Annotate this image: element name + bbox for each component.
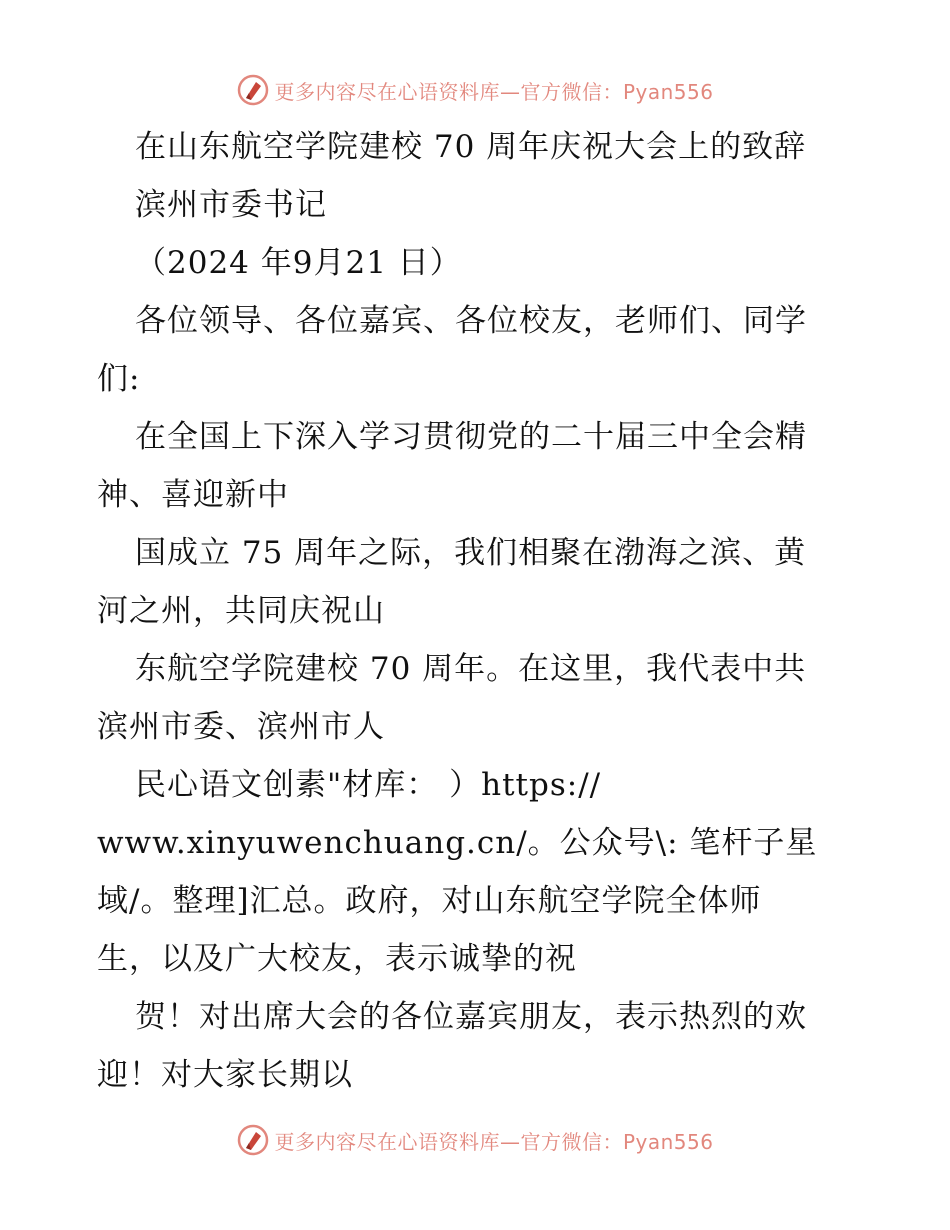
text-line: 们: <box>97 361 141 397</box>
text-line: 神、喜迎新中 <box>97 477 289 513</box>
text-line: www.xinyuwenchuang.cn/。公众号\: 笔杆子星 <box>97 825 818 861</box>
watermark-banner-bottom <box>0 1120 950 1160</box>
doc-title: 在山东航空学院建校 70 周年庆祝大会上的致辞 <box>135 129 807 165</box>
text-line: 滨州市委、滨州市人 <box>97 709 385 745</box>
watermark-text: 更多内容尽在心语资料库—官方微信：Pyan556 <box>274 1129 714 1154</box>
text-line: 各位领导、各位嘉宾、各位校友，老师们、同学 <box>135 303 807 339</box>
text-line: 迎！对大家长期以 <box>97 1057 353 1093</box>
text-line: 域/。整理]汇总。政府，对山东航空学院全体师 <box>97 883 762 919</box>
text-line: 河之州，共同庆祝山 <box>97 593 385 629</box>
text-line: 贺！对出席大会的各位嘉宾朋友，表示热烈的欢 <box>135 999 807 1035</box>
text-line: 国成立 75 周年之际，我们相聚在渤海之滨、黄 <box>135 535 807 571</box>
text-line: 生，以及广大校友，表示诚挚的祝 <box>97 941 577 977</box>
text-line: 民心语文创素"材库： ）https:// <box>135 767 602 803</box>
watermark-text: 更多内容尽在心语资料库—官方微信：Pyan556 <box>274 79 714 104</box>
pen-nib-circle-icon <box>236 1123 270 1157</box>
doc-author: 滨州市委书记 <box>135 187 327 223</box>
text-line: 在全国上下深入学习贯彻党的二十届三中全会精 <box>135 419 807 455</box>
doc-date: （2024 年9月21 日） <box>135 245 462 281</box>
text-line: 东航空学院建校 70 周年。在这里，我代表中共 <box>135 651 807 687</box>
